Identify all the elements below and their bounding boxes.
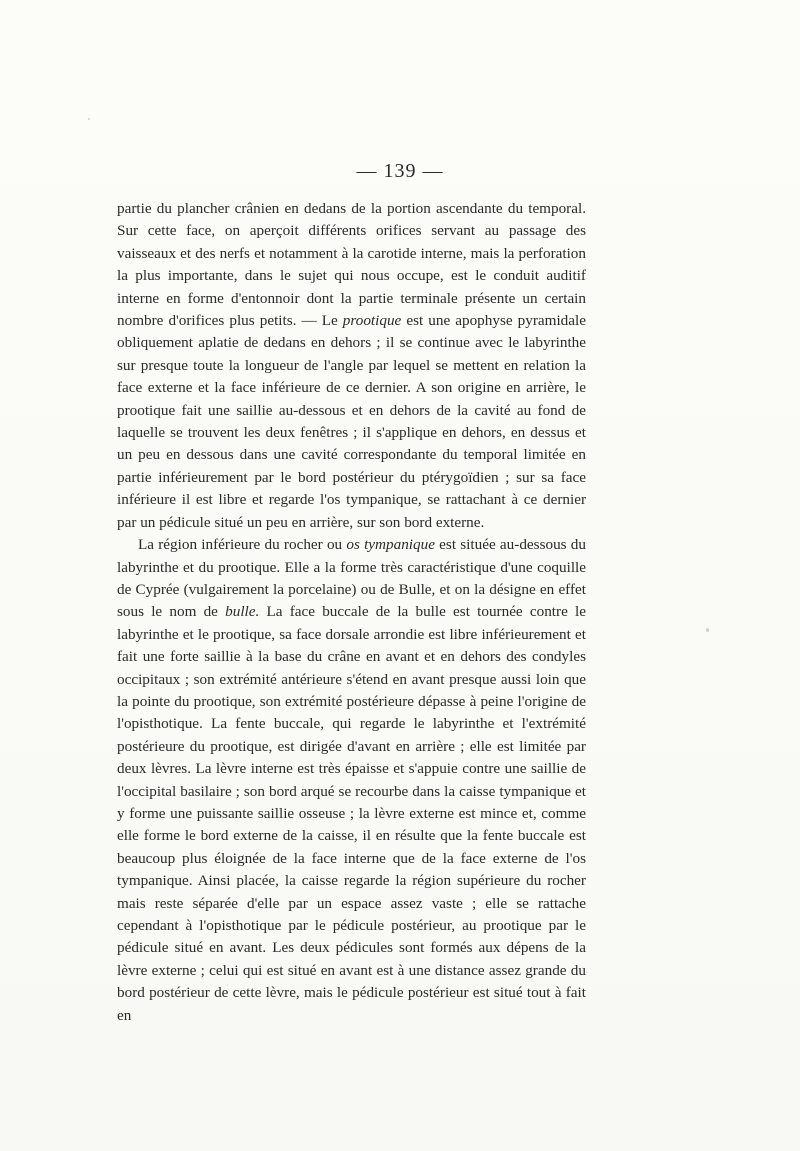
text-run: La région inférieure du rocher ou xyxy=(138,536,347,554)
paper-speck xyxy=(706,628,709,632)
italic-term: os tympanique xyxy=(346,536,435,554)
paragraph xyxy=(117,198,586,534)
italic-term: prootique xyxy=(342,312,402,330)
page-number: — 139 — xyxy=(356,160,444,182)
body-text xyxy=(117,198,586,1027)
paragraph xyxy=(117,534,586,1027)
text-run: est une apophyse pyramidale obliquement aplatie de dedans en dehors ; il se continue avec le labyrinthe sur presque toute la longueur de l'angle par lequel se mettent en relation la face externe et la face inférieure de ce dernier. A son origine en arrière, le prootique fait une saillie au-dessous et en dehors de la cavité au fond de laquelle se trouvent les deux fenêtres ; il s'applique en dehors, en dessus et un peu en dessous dans une cavité correspondante du temporal limitée en partie inférieurement par le bord postérieur du ptérygoïdien ; sur sa face inférieure il est libre et regarde l'os tympanique, se rattachant à ce dernier par un pédicule situé un peu en arrière, sur son bord externe. xyxy=(117,312,586,531)
text-run: partie du plancher crânien en dedans de la portion ascendante du temporal. Sur cette face, on aperçoit différents orifices servant au passage des vaisseaux et des nerfs et notamment à la carotide interne, mais la perforation la plus importante, dans le sujet qui nous occupe, est le conduit auditif interne en forme d'entonnoir dont la partie terminale présente un certain nombre d'orifices plus petits. — Le xyxy=(117,200,586,330)
text-run: est située au-dessous du labyrinthe et du prootique. Elle a la forme très caractéristique d'une coquille de Cyprée (vulgairement la porcelaine) ou de Bulle, et on la désigne en effet sous le nom de xyxy=(117,536,586,621)
text-run: La face buccale de la bulle est tournée contre le labyrinthe et le prootique, sa face dorsale arrondie est libre inférieurement et fait une forte saillie à la base du crâne en avant et en dehors des condyles occipitaux ; son extrémité antérieure s'étend en avant presque aussi loin que la pointe du prootique, son extrémité postérieure dépasse à peine l'origine de l'opisthotique. La fente buccale, qui regarde le labyrinthe et l'extrémité postérieure du prootique, est dirigée d'avant en arrière ; elle est limitée par deux lèvres. La lèvre interne est très épaisse et s'appuie contre une saillie de l'occipital basilaire ; son bord arqué se recourbe dans la caisse tympanique et y forme une puissante saillie osseuse ; la lèvre externe est mince et, comme elle forme le bord externe de la caisse, il en résulte que la fente buccale est beaucoup plus éloignée de la face interne que de la face externe de l'os tympanique. Ainsi placée, la caisse regarde la région supérieure du rocher mais reste séparée d'elle par un espace assez vaste ; elle se rattache cependant à l'opisthotique par le pédicule postérieur, au prootique par le pédicule situé en avant. Les deux pédicules sont formés aux dépens de la lèvre externe ; celui qui est situé en avant est à une distance assez grande du bord postérieur de cette lèvre, mais le pédicule postérieur est situé tout à fait en xyxy=(117,603,586,1024)
italic-term: bulle. xyxy=(225,603,260,621)
paper-speck xyxy=(88,118,90,120)
